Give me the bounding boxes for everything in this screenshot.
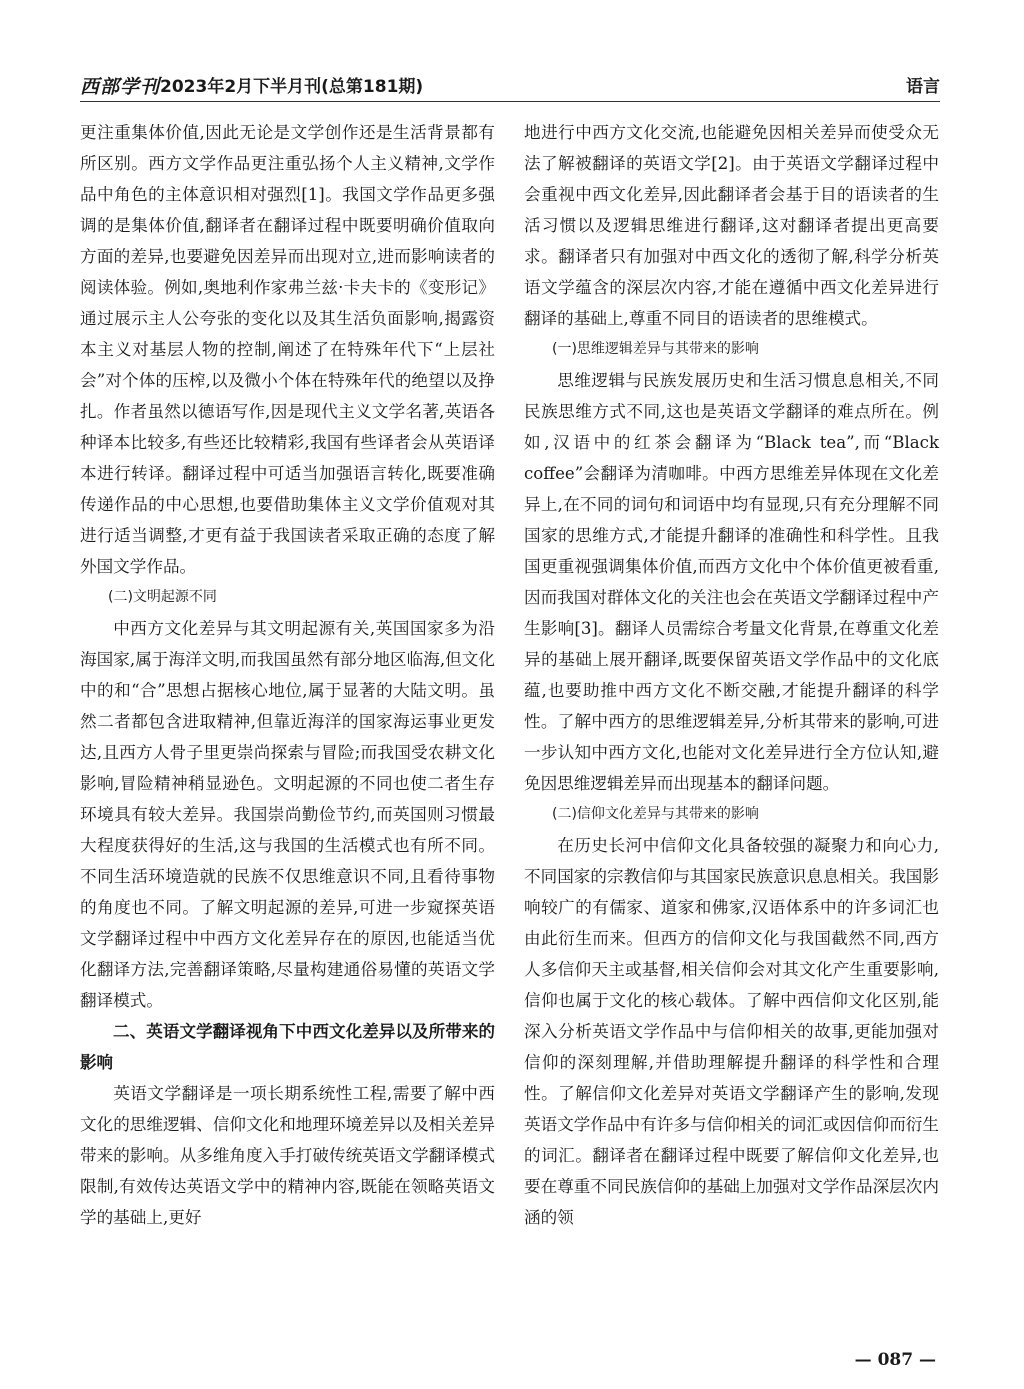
- left-column: [80, 117, 495, 1233]
- page-header: [80, 70, 940, 100]
- right-column: [524, 117, 939, 1233]
- header-rule: [80, 101, 940, 102]
- paragraph: 中西方文化差异与其文明起源有关,英国国家多为沿海国家,属于海洋文明,而我国虽然有部分地区临海,但文化中的和“合”思想占据核心地位,属于显著的大陆文明。虽然二者都包含进取精神,但靠近海洋的国家海运事业更发达,且西方人骨子里更崇尚探索与冒险;而我国受农耕文化影响,冒险精神稍显逊色。文明起源的不同也使二者生存环境具有较大差异。我国崇尚勤俭节约,而英国则习惯最大程度获得好的生活,这与我国的生活模式也有所不同。不同生活环境造就的民族不仅思维意识不同,且看待事物的角度也不同。了解文明起源的差异,可进一步窥探英语文学翻译过程中中西方文化差异存在的原因,也能适当优化翻译方法,完善翻译策略,尽量构建通俗易懂的英语文学翻译模式。: [80, 619, 495, 1010]
- paragraph: 思维逻辑与民族发展历史和生活习惯息息相关,不同民族思维方式不同,这也是英语文学翻译的难点所在。例如,汉语中的红茶会翻译为“Black tea”,而“Black coffee”会翻译为清咖啡。中西方思维差异体现在文化差异上,在不同的词句和词语中均有显现,只有充分理解不同国家的思维方式,才能提升翻译的准确性和科学性。且我国更重视强调集体价值,而西方文化中个体价值更被看重,因而我国对群体文化的关注也会在英语文学翻译过程中产生影响[3]。翻译人员需综合考量文化背景,在尊重文化差异的基础上展开翻译,既要保留英语文学作品中的文化底蕴,也要助推中西方文化不断交融,才能提升翻译的科学性。了解中西方的思维逻辑差异,分析其带来的影响,可进一步认知中西方文化,也能对文化差异进行全方位认知,避免因思维逻辑差异而出现基本的翻译问题。: [524, 371, 939, 793]
- section-label: 语言: [906, 77, 940, 97]
- paragraph: 英语文学翻译是一项长期系统性工程,需要了解中西文化的思维逻辑、信仰文化和地理环境差异以及相关差异带来的影响。从多维角度入手打破传统英语文学翻译模式限制,有效传达英语文学中的精神内容,既能在领略英语文学的基础上,更好: [80, 1084, 495, 1227]
- paragraph: 地进行中西方文化交流,也能避免因相关差异而使受众无法了解被翻译的英语文学[2]。由于英语文学翻译过程中会重视中西文化差异,因此翻译者会基于目的语读者的生活习惯以及逻辑思维进行翻译,这对翻译者提出更高要求。翻译者只有加强对中西文化的透彻了解,科学分析英语文学蕴含的深层次内容,才能在遵循中西文化差异进行翻译的基础上,尊重不同目的语读者的思维模式。: [524, 123, 939, 328]
- subheading: (一)思维逻辑差异与其带来的影响: [552, 341, 759, 357]
- paragraph: 在历史长河中信仰文化具备较强的凝聚力和向心力,不同国家的宗教信仰与其国家民族意识息息相关。我国影响较广的有儒家、道家和佛家,汉语体系中的许多词汇也由此衍生而来。但西方的信仰文化与我国截然不同,西方人多信仰天主或基督,相关信仰会对其文化产生重要影响,信仰也属于文化的核心载体。了解中西信仰文化区别,能深入分析英语文学作品中与信仰相关的故事,更能加强对信仰的深刻理解,并借助理解提升翻译的科学性和合理性。了解信仰文化差异对英语文学翻译产生的影响,发现英语文学作品中有许多与信仰相关的词汇或因信仰而衍生的词汇。翻译者在翻译过程中既要了解信仰文化差异,也要在尊重不同民族信仰的基础上加强对文学作品深层次内涵的领: [524, 836, 939, 1227]
- issue-info: 2023年2月下半月刊(总第181期): [160, 77, 424, 97]
- journal-logo: 西部学刊: [80, 76, 161, 98]
- subheading: (二)信仰文化差异与其带来的影响: [552, 806, 759, 822]
- page-number: — 087 —: [854, 1350, 936, 1370]
- section-heading: 二、英语文学翻译视角下中西文化差异以及所带来的影响: [80, 1022, 495, 1072]
- subheading: (二)文明起源不同: [108, 589, 217, 605]
- paragraph: 更注重集体价值,因此无论是文学创作还是生活背景都有所区别。西方文学作品更注重弘扬个人主义精神,文学作品中角色的主体意识相对强烈[1]。我国文学作品更多强调的是集体价值,翻译者在翻译过程中既要明确价值取向方面的差异,也要避免因差异而出现对立,进而影响读者的阅读体验。例如,奥地利作家弗兰兹·卡夫卡的《变形记》通过展示主人公夸张的变化以及其生活负面影响,揭露资本主义对基层人物的控制,阐述了在特殊年代下“上层社会”对个体的压榨,以及微小个体在特殊年代的绝望以及挣扎。作者虽然以德语写作,因是现代主义文学名著,英语各种译本比较多,有些还比较精彩,我国有些译者会从英语译本进行转译。翻译过程中可适当加强语言转化,既要准确传递作品的中心思想,也要借助集体主义文学价值观对其进行适当调整,才更有益于我国读者采取正确的态度了解外国文学作品。: [80, 123, 495, 576]
